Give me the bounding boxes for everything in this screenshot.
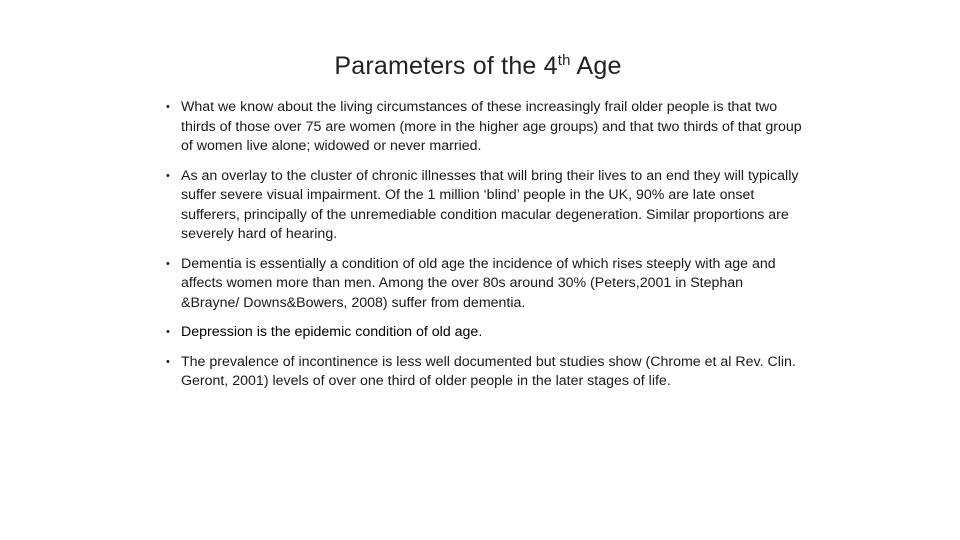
bullet-dot-icon: • <box>166 257 170 270</box>
bullet-dot-icon: • <box>166 101 170 113</box>
title-end: Age <box>570 52 622 80</box>
bullet-text: Dementia is essentially a condition of old age the incidence of which rises steeply with age and affects women more than men. Among the over 80s around 30% (Peters,2001 in Stephan &Brayne/ Downs&Bowers, 2008) suffer from dementia. <box>181 255 776 311</box>
title-superscript: th <box>557 52 571 69</box>
bullet-item-women-living-alone <box>164 98 804 157</box>
title-main: Parameters of the 4 <box>334 52 558 80</box>
bullet-dot-icon: • <box>166 169 170 182</box>
bullet-text: What we know about the living circumstances of these increasingly frail older people is that two thirds of those over 75 are women (more in the higher age groups) and that two thirds of that group of women live alone; widowed or never married. <box>181 99 802 154</box>
bullet-text: Depression is the epidemic condition of old age. <box>181 324 483 340</box>
bullet-dot-icon: • <box>166 326 170 338</box>
bullet-item-depression <box>164 323 804 343</box>
bullet-text: The prevalence of incontinence is less well documented but studies show (Chrome et al Rev. Clin. Geront, 2001) levels of over one third of older people in the later stages of life. <box>181 353 796 389</box>
bullet-item-dementia <box>164 255 804 314</box>
bullet-text: As an overlay to the cluster of chronic illnesses that will bring their lives to an end they will typically suffer severe visual impairment. Of the 1 million ‘blind’ people in the UK, 90% are late onset sufferers, principally of the unremediable condition macular degeneration. Similar proportions are severely hard of hearing. <box>181 167 799 242</box>
bullet-item-incontinence <box>164 353 804 392</box>
bullet-dot-icon: • <box>166 355 170 368</box>
slide-title <box>0 52 956 81</box>
bullet-item-visual-impairment <box>164 167 804 245</box>
bullet-list <box>164 98 804 402</box>
